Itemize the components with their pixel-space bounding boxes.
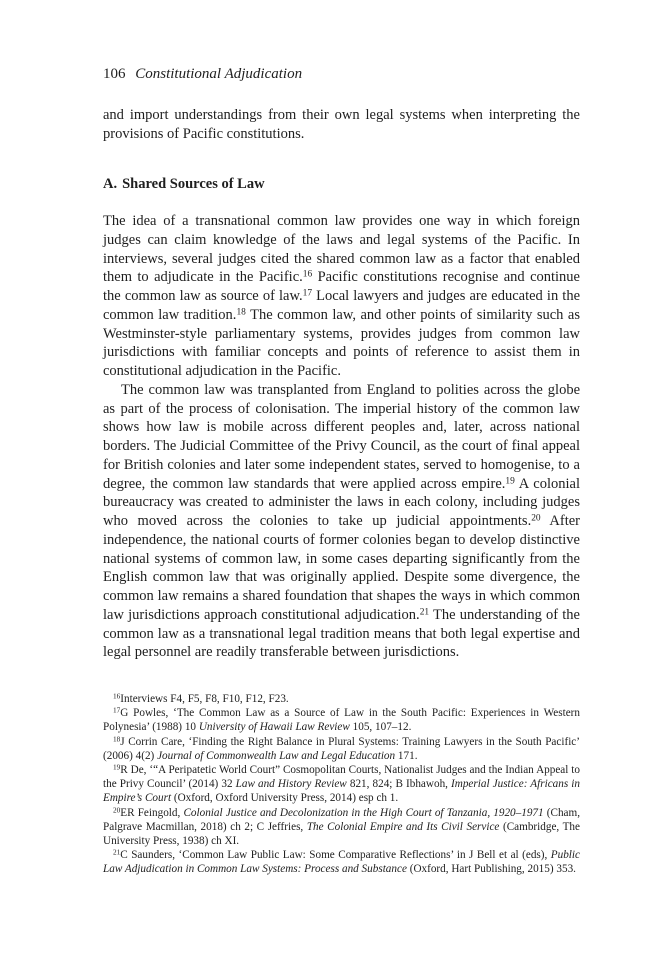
footnote-ref-19[interactable]: 19: [505, 475, 515, 486]
footnote-text: G Powles, ‘The Common Law as a Source of Law in the South Pacific: Experiences in Western Polynesia’ (1988) 10: [103, 707, 580, 734]
page-number: 106: [103, 66, 126, 82]
footnote-italic: Law and History Review: [235, 778, 347, 791]
footnote-text: J Corrin Care, ‘Finding the Right Balance in Plural Systems: Training Lawyers in the South Pacific’ (2006) 4(2): [103, 735, 580, 762]
footnote-ref-20[interactable]: 20: [531, 513, 541, 524]
footnote-italic: Journal of Commonwealth Law and Legal Education: [157, 749, 396, 762]
para1-text-1: The idea of a transnational common law provides one way in which foreign judges can claim knowledge of the laws and legal systems of the Pacific. In interviews, several judges cited the shared common law as a factor that enabled them to adjudicate in the Pacific.: [103, 213, 580, 286]
footnote-ref-18[interactable]: 18: [236, 307, 246, 318]
footnote-text: Interviews F4, F5, F8, F10, F12, F23.: [120, 693, 289, 705]
footnote-text: C Saunders, ‘Common Law Public Law: Some Comparative Reflections’ in J Bell et al (eds),: [120, 849, 551, 862]
footnote-number: 21: [113, 848, 121, 857]
footnote-italic: Public Law Adjudication in Common Law Systems: Process and Substance: [103, 849, 580, 876]
footnote-number: 19: [113, 763, 121, 772]
footnote-italic: Imperial Justice: Africans in Empire’s Court: [103, 778, 580, 805]
footnote-text: 171.: [395, 749, 418, 762]
footnote-number: 17: [113, 706, 121, 715]
footnote-ref-21[interactable]: 21: [419, 607, 430, 618]
running-title: Constitutional Adjudication: [135, 66, 303, 82]
footnote-17: [103, 706, 580, 734]
footnote-18: [103, 735, 580, 763]
para2-text-4: The understanding of the common law as a transnational legal tradition means that both legal expertise and legal personnel are readily transferable between jurisdictions.: [103, 606, 580, 661]
intro-paragraph: and import understandings from their own legal systems when interpreting the provisions of Pacific constitutions.: [103, 107, 580, 142]
body-text: [103, 212, 580, 662]
footnote-italic: The Colonial Empire and Its Civil Service: [306, 820, 500, 833]
footnote-text: (Oxford, Hart Publishing, 2015) 353.: [406, 863, 576, 876]
footnote-text: ER Feingold,: [120, 806, 184, 819]
footnote-italic: University of Hawaii Law Review: [198, 721, 350, 734]
section-letter: A.: [103, 176, 118, 192]
footnote-text: 105, 107–12.: [349, 721, 412, 734]
footnote-number: 18: [113, 734, 121, 743]
para1-text-4: The common law, and other points of similarity such as Westminster-style parliamentary systems, provides judges from common law jurisdictions with familiar concepts and points of reference to assist them in constitutional adjudication in the Pacific.: [103, 306, 580, 379]
intro-block: [103, 106, 580, 144]
paragraph-2: [103, 381, 580, 662]
para2-text-3: After independence, the national courts of former colonies began to develop distinctive national systems of common law, in some cases departing significantly from the English common law that was originally applied. Despite some divergence, the common law remains a shared foundation that shapes the ways in which common law jurisdictions approach constitutional adjudication.: [103, 513, 580, 623]
section-heading: [103, 176, 265, 193]
para2-text-2: A colonial bureaucracy was created to administer the laws in each colony, including judges who moved across the colonies to take up judicial appointments.: [103, 475, 580, 529]
footnote-ref-16[interactable]: 16: [302, 269, 313, 280]
footnote-text: 821, 824; B Ibhawoh,: [346, 778, 452, 791]
footnote-italic: Colonial Justice and Decolonization in the High Court of Tanzania, 1920–1971: [183, 806, 544, 819]
para1-text-3: Local lawyers and judges are educated in the common law tradition.: [103, 288, 581, 323]
para1-text-2: Pacific constitutions recognise and continue the common law as source of law.: [103, 269, 580, 304]
footnote-ref-17[interactable]: 17: [302, 288, 313, 299]
footnote-21: [103, 848, 580, 876]
paragraph-1: [103, 212, 580, 381]
footnote-text: (Cambridge, The University Press, 1938) ch XI.: [103, 820, 580, 848]
para2-text-1: The common law was transplanted from England to polities across the globe as part of the process of colonisation. The imperial history of the common law shows how law is mobile across different peoples and, later, across national borders. The Judicial Committee of the Privy Council, as the court of final appeal for British colonies and later some independent states, served to homogenise, to a degree, the common law standards that were applied across empire.: [103, 381, 580, 492]
section-title: Shared Sources of Law: [122, 176, 265, 192]
footnote-20: [103, 806, 580, 849]
running-header: [103, 66, 302, 83]
footnotes: [103, 692, 580, 877]
footnote-16: [103, 692, 580, 706]
footnote-number: 16: [113, 692, 121, 701]
footnote-text: (Oxford, Oxford University Press, 2014) esp ch 1.: [171, 792, 399, 805]
footnote-text: R De, ‘“A Peripatetic World Court” Cosmopolitan Courts, Nationalist Judges and the Indian Appeal to the Privy Council’ (2014) 32: [103, 764, 580, 791]
footnote-text: (Cham, Palgrave Macmillan, 2018) ch 2; C Jeffries,: [103, 806, 581, 833]
footnote-19: [103, 763, 580, 806]
footnote-number: 20: [113, 806, 121, 814]
